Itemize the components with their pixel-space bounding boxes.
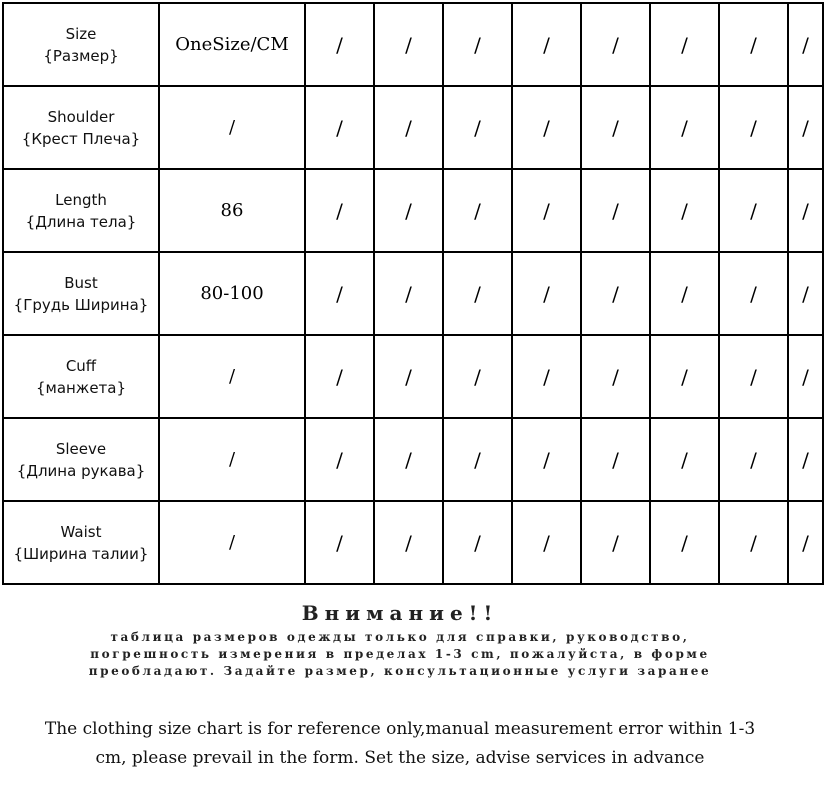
table-cell: / <box>582 419 649 500</box>
row-label <box>4 253 158 334</box>
table-cell: / <box>582 4 649 85</box>
table-cell: OneSize/CM <box>160 4 304 85</box>
row-label-en: Waist <box>60 522 102 541</box>
row-label <box>4 87 158 168</box>
row-label-ru: {манжета} <box>35 378 127 397</box>
table-cell: / <box>375 170 442 251</box>
table-cell: / <box>513 170 580 251</box>
table-cell: / <box>306 87 373 168</box>
row-label-en: Length <box>55 190 107 209</box>
table-cell: / <box>720 4 787 85</box>
table-cell: / <box>513 419 580 500</box>
table-cell: / <box>375 336 442 417</box>
table-cell: 80-100 <box>160 253 304 334</box>
table-cell: / <box>582 502 649 583</box>
table-row <box>4 87 822 168</box>
table-cell: / <box>444 419 511 500</box>
table-cell: / <box>513 87 580 168</box>
table-cell: / <box>720 419 787 500</box>
row-label-ru: {Длина тела} <box>25 212 137 231</box>
table-cell: / <box>444 253 511 334</box>
table-cell: / <box>444 170 511 251</box>
table-cell: / <box>789 502 822 583</box>
table-cell: / <box>582 336 649 417</box>
table-cell: / <box>789 87 822 168</box>
table-cell: / <box>160 419 304 500</box>
row-label <box>4 336 158 417</box>
table-row <box>4 419 822 500</box>
table-cell: / <box>306 4 373 85</box>
row-label-ru: {Размер} <box>43 46 119 65</box>
row-label <box>4 170 158 251</box>
notice-ru-body <box>2 629 798 680</box>
table-cell: / <box>160 336 304 417</box>
size-table <box>2 2 824 585</box>
table-cell: / <box>513 502 580 583</box>
table-cell: / <box>720 502 787 583</box>
table-cell: / <box>582 170 649 251</box>
table-cell: / <box>306 502 373 583</box>
table-cell: / <box>789 419 822 500</box>
table-cell: / <box>444 87 511 168</box>
table-cell: / <box>513 336 580 417</box>
table-cell: / <box>789 170 822 251</box>
table-cell: / <box>160 502 304 583</box>
table-cell: / <box>513 4 580 85</box>
table-cell: / <box>789 253 822 334</box>
table-body <box>4 4 822 583</box>
table-cell: / <box>513 253 580 334</box>
table-cell: / <box>789 4 822 85</box>
table-cell: / <box>720 87 787 168</box>
table-cell: / <box>444 4 511 85</box>
table-cell: / <box>375 502 442 583</box>
row-label-ru: {Крест Плеча} <box>21 129 141 148</box>
table-cell: / <box>375 253 442 334</box>
table-row <box>4 4 822 85</box>
notice-en-line: cm, please prevail in the form. Set the size, advise services in advance <box>95 748 705 768</box>
row-label-ru: {Грудь Ширина} <box>13 295 149 314</box>
row-label <box>4 502 158 583</box>
table-row <box>4 170 822 251</box>
table-cell: / <box>306 253 373 334</box>
notice-ru-line: погрешность измерения в пределах 1-3 cm, пожалуйста, в форме <box>90 647 710 661</box>
notice-ru-line: преобладают. Задайте размер, консультационные услуги заранее <box>88 664 712 678</box>
table-cell: / <box>306 336 373 417</box>
table-cell: / <box>651 253 718 334</box>
table-cell: / <box>375 419 442 500</box>
table-cell: 86 <box>160 170 304 251</box>
table-cell: / <box>651 502 718 583</box>
table-cell: / <box>444 336 511 417</box>
table-cell: / <box>306 419 373 500</box>
table-cell: / <box>582 87 649 168</box>
notice-en-body <box>2 715 798 773</box>
notice-panel <box>2 585 798 798</box>
row-label-en: Size <box>65 24 97 43</box>
row-label-ru: {Ширина талии} <box>13 544 149 563</box>
row-label-ru: {Длина рукава} <box>16 461 146 480</box>
table-cell: / <box>720 170 787 251</box>
table-cell: / <box>789 336 822 417</box>
row-label-en: Cuff <box>65 356 97 375</box>
table-cell: / <box>651 170 718 251</box>
row-label-en: Sleeve <box>55 439 107 458</box>
notice-en-line: The clothing size chart is for reference only,manual measurement error within 1-3 <box>44 719 756 739</box>
notice-ru-title: Внимание!! <box>301 601 499 625</box>
table-cell: / <box>720 253 787 334</box>
row-label <box>4 419 158 500</box>
table-cell: / <box>582 253 649 334</box>
table-cell: / <box>375 4 442 85</box>
table-cell: / <box>375 87 442 168</box>
row-label-en: Shoulder <box>47 107 115 126</box>
table-cell: / <box>651 87 718 168</box>
row-label <box>4 4 158 85</box>
notice-ru-line: таблица размеров одежды только для справки, руководство, <box>110 630 690 644</box>
table-cell: / <box>160 87 304 168</box>
row-label-en: Bust <box>64 273 98 292</box>
table-cell: / <box>651 336 718 417</box>
table-row <box>4 336 822 417</box>
size-chart <box>2 2 809 798</box>
table-cell: / <box>651 4 718 85</box>
table-cell: / <box>720 336 787 417</box>
table-cell: / <box>444 502 511 583</box>
table-row <box>4 502 822 583</box>
table-cell: / <box>651 419 718 500</box>
table-row <box>4 253 822 334</box>
table-cell: / <box>306 170 373 251</box>
